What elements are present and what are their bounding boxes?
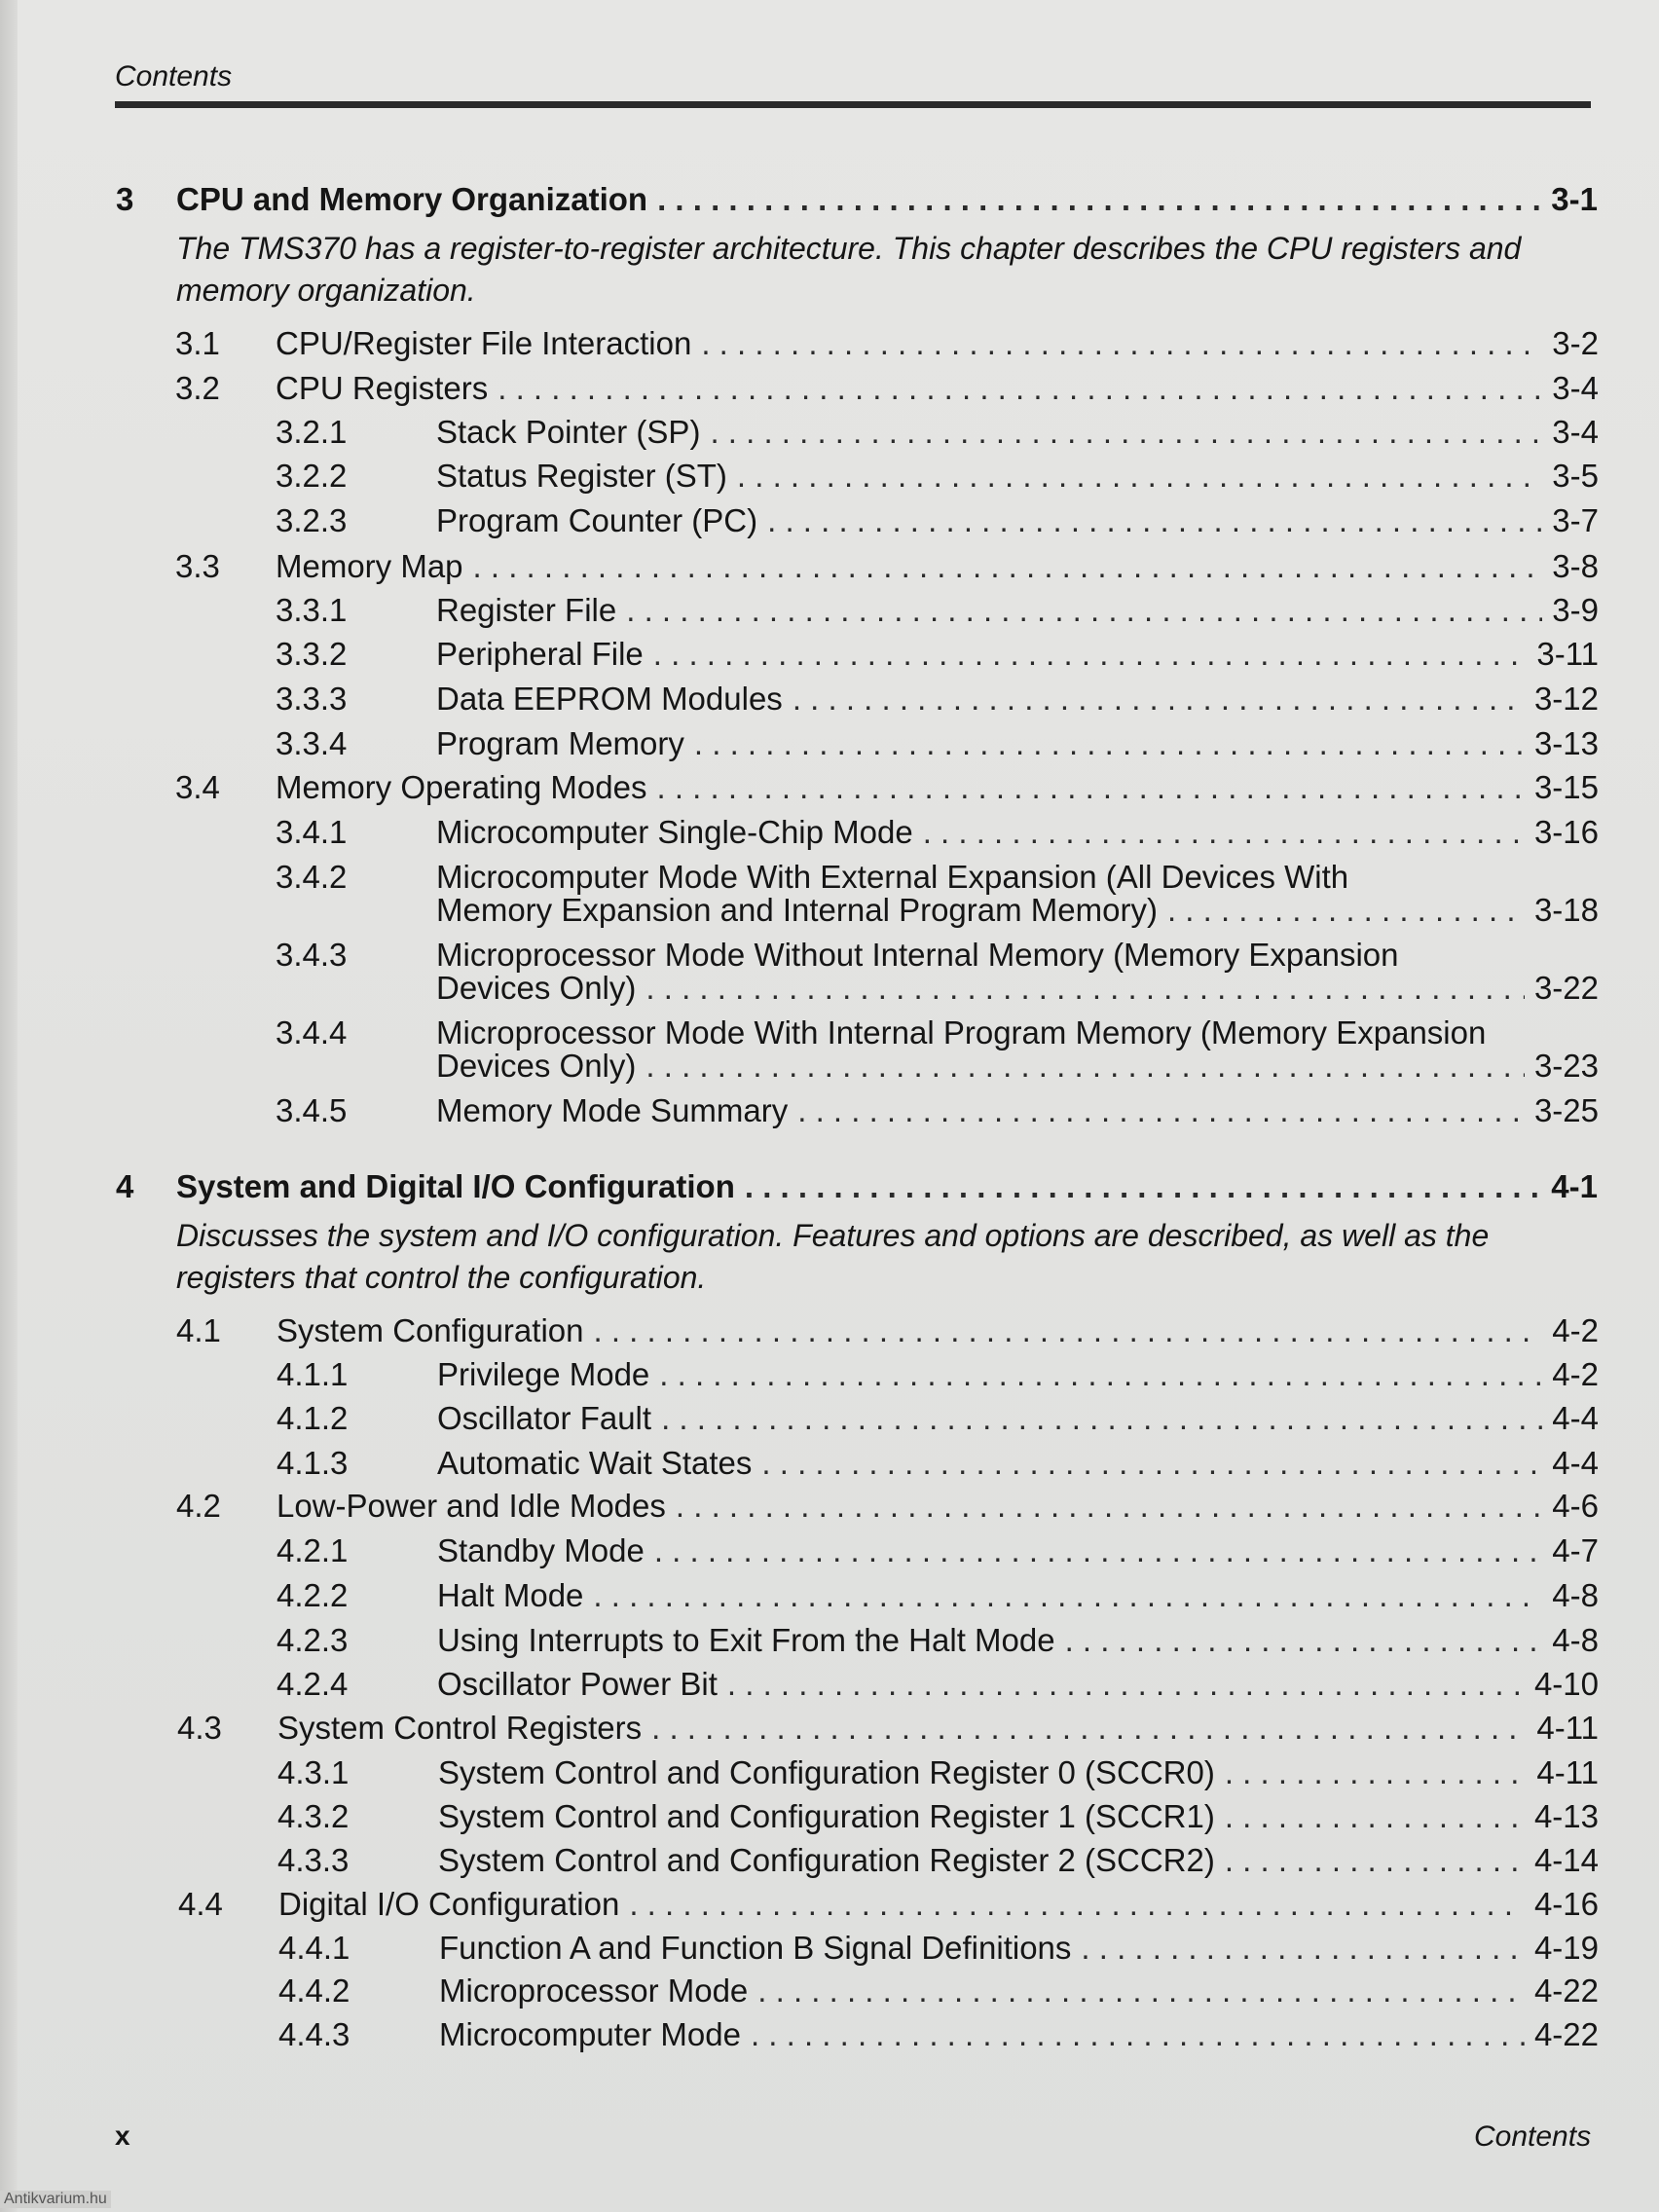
- section-number: 3.1: [175, 325, 220, 361]
- subsection-title: Data EEPROM Modules: [436, 681, 783, 717]
- page-reference: 3-25: [1533, 1092, 1599, 1128]
- subsection-title: Register File: [436, 592, 617, 628]
- page-reference: 4-6: [1552, 1488, 1599, 1524]
- subsection-title: Oscillator Fault: [437, 1400, 652, 1436]
- dot-leader: [793, 681, 1525, 718]
- subsection-title: Oscillator Power Bit: [437, 1666, 718, 1702]
- toc-entry[interactable]: [276, 1445, 1599, 1482]
- toc-entry[interactable]: [276, 414, 1599, 451]
- toc-entry[interactable]: [276, 592, 1599, 629]
- subsection-number: 3.4.5: [276, 1092, 348, 1128]
- subsection-number: 4.3.1: [277, 1754, 350, 1790]
- toc-entry[interactable]: [175, 769, 1599, 806]
- dot-leader: [498, 370, 1542, 407]
- toc-entry[interactable]: [276, 814, 1599, 851]
- subsection-title: Microcomputer Mode: [439, 2016, 741, 2052]
- page-reference: 4-11: [1536, 1754, 1599, 1790]
- section-title: CPU Registers: [276, 370, 489, 406]
- toc-entry[interactable]: [178, 1886, 1599, 1923]
- page-reference: 3-23: [1533, 1048, 1599, 1084]
- page-reference: 3-15: [1533, 769, 1599, 805]
- page-reference: 3-13: [1533, 725, 1599, 761]
- dot-leader: [626, 592, 1542, 629]
- chapter-title: System and Digital I/O Configuration: [176, 1168, 735, 1204]
- subsection-title: Microprocessor Mode: [439, 1972, 749, 2009]
- toc-entry[interactable]: [276, 1532, 1599, 1569]
- toc-entry[interactable]: [436, 970, 1599, 1007]
- subsection-number: 4.3.3: [277, 1842, 350, 1878]
- subsection-title: Program Memory: [436, 725, 684, 761]
- section-number: 4.3: [177, 1710, 222, 1746]
- dot-leader: [1167, 892, 1525, 929]
- dot-leader: [661, 1400, 1542, 1437]
- chapter-number: 4: [116, 1168, 134, 1204]
- subsection-title: Using Interrupts to Exit From the Halt Mode: [437, 1622, 1055, 1658]
- section-number: 3.4: [175, 769, 220, 805]
- page-reference: 3-4: [1552, 414, 1599, 450]
- dot-leader: [659, 1356, 1542, 1393]
- subsection-number: 3.2.3: [276, 502, 348, 538]
- section-title: Low-Power and Idle Modes: [276, 1488, 666, 1524]
- toc-entry[interactable]: [436, 1048, 1599, 1085]
- dot-leader: [797, 1092, 1525, 1129]
- running-header: Contents: [115, 60, 233, 92]
- toc-entry[interactable]: [278, 2016, 1599, 2053]
- subsection-title-line1: Microprocessor Mode Without Internal Memory (Memory Expansion: [436, 937, 1399, 973]
- dot-leader: [657, 181, 1541, 218]
- toc-entry[interactable]: [276, 725, 1599, 762]
- page-reference: 4-8: [1552, 1577, 1599, 1613]
- page-reference: 4-4: [1552, 1445, 1599, 1481]
- dot-leader: [593, 1577, 1542, 1614]
- dot-leader: [593, 1312, 1542, 1349]
- page-reference: 4-4: [1552, 1400, 1599, 1436]
- toc-entry[interactable]: [276, 1622, 1599, 1659]
- page-reference: 4-8: [1552, 1622, 1599, 1658]
- subsection-number: 4.4.3: [278, 2016, 350, 2052]
- subsection-title: Memory Expansion and Internal Program Memory): [436, 892, 1158, 928]
- dot-leader: [1081, 1930, 1525, 1967]
- chapter-entry[interactable]: [116, 1168, 1598, 1205]
- chapter-entry[interactable]: [116, 181, 1598, 218]
- subsection-title: Peripheral File: [436, 636, 644, 672]
- toc-entry[interactable]: [277, 1754, 1599, 1791]
- subsection-number: 4.2.2: [276, 1577, 349, 1613]
- dot-leader: [745, 1168, 1541, 1205]
- subsection-number: 4.4.2: [278, 1972, 350, 2009]
- footer-section-title: Contents: [1474, 2120, 1592, 2153]
- subsection-title: System Control and Configuration Register 1 (SCCR1): [438, 1798, 1215, 1834]
- toc-entry[interactable]: [175, 370, 1599, 407]
- dot-leader: [1225, 1754, 1528, 1791]
- chapter-description: The TMS370 has a register-to-register architecture. This chapter describes the CPU registers and memory organization.: [176, 231, 1522, 308]
- dot-leader: [737, 458, 1542, 495]
- subsection-title: Microcomputer Single-Chip Mode: [436, 814, 913, 850]
- toc-entry[interactable]: [276, 458, 1599, 495]
- dot-leader: [473, 548, 1543, 585]
- subsection-number: 3.4.4: [276, 1014, 348, 1051]
- subsection-number: 4.2.1: [276, 1532, 349, 1568]
- toc-entry[interactable]: [277, 1842, 1599, 1879]
- dot-leader: [645, 1048, 1525, 1085]
- toc-entry[interactable]: [276, 1666, 1599, 1703]
- dot-leader: [676, 1488, 1542, 1525]
- section-number: 3.3: [175, 548, 220, 584]
- dot-leader: [654, 1532, 1542, 1569]
- chapter-description: Discusses the system and I/O configuration. Features and options are described, as well as the registers that control the configuration.: [176, 1218, 1490, 1295]
- dot-leader: [701, 325, 1542, 362]
- chapter-number: 3: [116, 181, 134, 217]
- toc-entry[interactable]: [176, 1488, 1599, 1525]
- page-reference: 3-7: [1552, 502, 1599, 538]
- subsection-number: 4.4.1: [278, 1930, 350, 1966]
- dot-leader: [923, 814, 1525, 851]
- subsection-number: 4.1.2: [276, 1400, 349, 1436]
- dot-leader: [1225, 1798, 1525, 1835]
- dot-leader: [645, 970, 1525, 1007]
- subsection-title-line1: Microprocessor Mode With Internal Program Memory (Memory Expansion: [436, 1014, 1487, 1051]
- subsection-number: 3.2.2: [276, 458, 348, 494]
- page-reference: 3-16: [1533, 814, 1599, 850]
- subsection-number: 4.3.2: [277, 1798, 350, 1834]
- section-title: Memory Map: [276, 548, 463, 584]
- subsection-number: 4.1.3: [276, 1445, 349, 1481]
- section-number: 4.2: [176, 1488, 221, 1524]
- page-reference: 3-22: [1533, 970, 1599, 1006]
- section-title: System Configuration: [276, 1312, 584, 1348]
- page-reference: 3-5: [1552, 458, 1599, 494]
- toc-entry[interactable]: [278, 1930, 1599, 1967]
- subsection-title: System Control and Configuration Register 2 (SCCR2): [438, 1842, 1215, 1878]
- subsection-number: 3.3.2: [276, 636, 348, 672]
- toc-entry[interactable]: [175, 548, 1599, 585]
- subsection-number: 4.2.4: [276, 1666, 349, 1702]
- toc-entry[interactable]: [276, 502, 1599, 539]
- dot-leader: [757, 1972, 1525, 2009]
- page-reference: 3-8: [1552, 548, 1599, 584]
- dot-leader: [656, 769, 1524, 806]
- toc-entry[interactable]: [175, 325, 1599, 362]
- dot-leader: [653, 636, 1528, 673]
- toc-entry[interactable]: [276, 681, 1599, 718]
- page-reference: 4-11: [1536, 1710, 1599, 1746]
- section-title: Memory Operating Modes: [276, 769, 647, 805]
- subsection-title: Function A and Function B Signal Definitions: [439, 1930, 1072, 1966]
- toc-entry[interactable]: [276, 1400, 1599, 1437]
- subsection-number: 3.4.2: [276, 859, 348, 895]
- watermark-text: Antikvarium.hu: [0, 2191, 111, 2208]
- section-title: Digital I/O Configuration: [278, 1886, 620, 1922]
- subsection-number: 3.4.1: [276, 814, 348, 850]
- section-number: 4.1: [176, 1312, 221, 1348]
- subsection-number: 3.3.1: [276, 592, 348, 628]
- toc-entry[interactable]: [276, 636, 1599, 673]
- subsection-number: 3.3.4: [276, 725, 348, 761]
- page-reference: 3-12: [1533, 681, 1599, 717]
- toc-entry[interactable]: [177, 1710, 1599, 1747]
- page-reference: 3-4: [1552, 370, 1599, 406]
- chapter-title: CPU and Memory Organization: [176, 181, 648, 217]
- subsection-title: Devices Only): [436, 970, 637, 1006]
- dot-leader: [629, 1886, 1525, 1923]
- toc-entry[interactable]: [278, 1972, 1599, 2009]
- page-reference: 4-22: [1533, 1972, 1599, 2009]
- page-reference: 4-1: [1551, 1168, 1598, 1204]
- toc-entry[interactable]: [276, 1092, 1599, 1129]
- toc-entry[interactable]: [176, 1312, 1599, 1349]
- subsection-title: Privilege Mode: [437, 1356, 650, 1392]
- subsection-title: Stack Pointer (SP): [436, 414, 701, 450]
- page-reference: 4-22: [1533, 2016, 1599, 2052]
- toc-entry[interactable]: [436, 892, 1599, 929]
- dot-leader: [761, 1445, 1542, 1482]
- subsection-number: 4.2.3: [276, 1622, 349, 1658]
- page-reference: 3-2: [1552, 325, 1599, 361]
- page-reference: 4-16: [1533, 1886, 1599, 1922]
- header-rule: [115, 101, 1591, 108]
- page-reference: 4-2: [1552, 1312, 1599, 1348]
- subsection-title: Standby Mode: [437, 1532, 645, 1568]
- subsection-title: Program Counter (PC): [436, 502, 758, 538]
- page-reference: 4-10: [1533, 1666, 1599, 1702]
- dot-leader: [694, 725, 1525, 762]
- subsection-title: System Control and Configuration Register 0 (SCCR0): [438, 1754, 1215, 1790]
- section-number: 3.2: [175, 370, 220, 406]
- dot-leader: [751, 2016, 1525, 2053]
- dot-leader: [1225, 1842, 1525, 1879]
- page-reference: 3-9: [1552, 592, 1599, 628]
- subsection-title: Automatic Wait States: [437, 1445, 753, 1481]
- page-reference: 3-18: [1533, 892, 1599, 928]
- toc-entry[interactable]: [276, 1577, 1599, 1614]
- page-reference: 4-13: [1533, 1798, 1599, 1834]
- page-edge-shadow: [0, 0, 18, 2212]
- dot-leader: [1065, 1622, 1543, 1659]
- subsection-title: Memory Mode Summary: [436, 1092, 789, 1128]
- subsection-title: Devices Only): [436, 1048, 637, 1084]
- page-reference: 4-7: [1552, 1532, 1599, 1568]
- subsection-number: 3.2.1: [276, 414, 348, 450]
- dot-leader: [767, 502, 1542, 539]
- footer-page-number: x: [115, 2120, 130, 2151]
- section-number: 4.4: [178, 1886, 223, 1922]
- toc-entry[interactable]: [276, 1356, 1599, 1393]
- subsection-title: Halt Mode: [437, 1577, 584, 1613]
- subsection-title-line1: Microcomputer Mode With External Expansion (All Devices With: [436, 859, 1349, 895]
- dot-leader: [727, 1666, 1525, 1703]
- page-reference: 4-2: [1552, 1356, 1599, 1392]
- toc-entry[interactable]: [277, 1798, 1599, 1835]
- subsection-number: 3.3.3: [276, 681, 348, 717]
- section-title: CPU/Register File Interaction: [276, 325, 692, 361]
- section-title: System Control Registers: [277, 1710, 643, 1746]
- subsection-number: 4.1.1: [276, 1356, 349, 1392]
- page-reference: 3-1: [1551, 181, 1598, 217]
- subsection-title: Status Register (ST): [436, 458, 727, 494]
- page-reference: 4-19: [1533, 1930, 1599, 1966]
- page-reference: 3-11: [1536, 636, 1599, 672]
- dot-leader: [710, 414, 1542, 451]
- subsection-number: 3.4.3: [276, 937, 348, 973]
- page-reference: 4-14: [1533, 1842, 1599, 1878]
- dot-leader: [651, 1710, 1527, 1747]
